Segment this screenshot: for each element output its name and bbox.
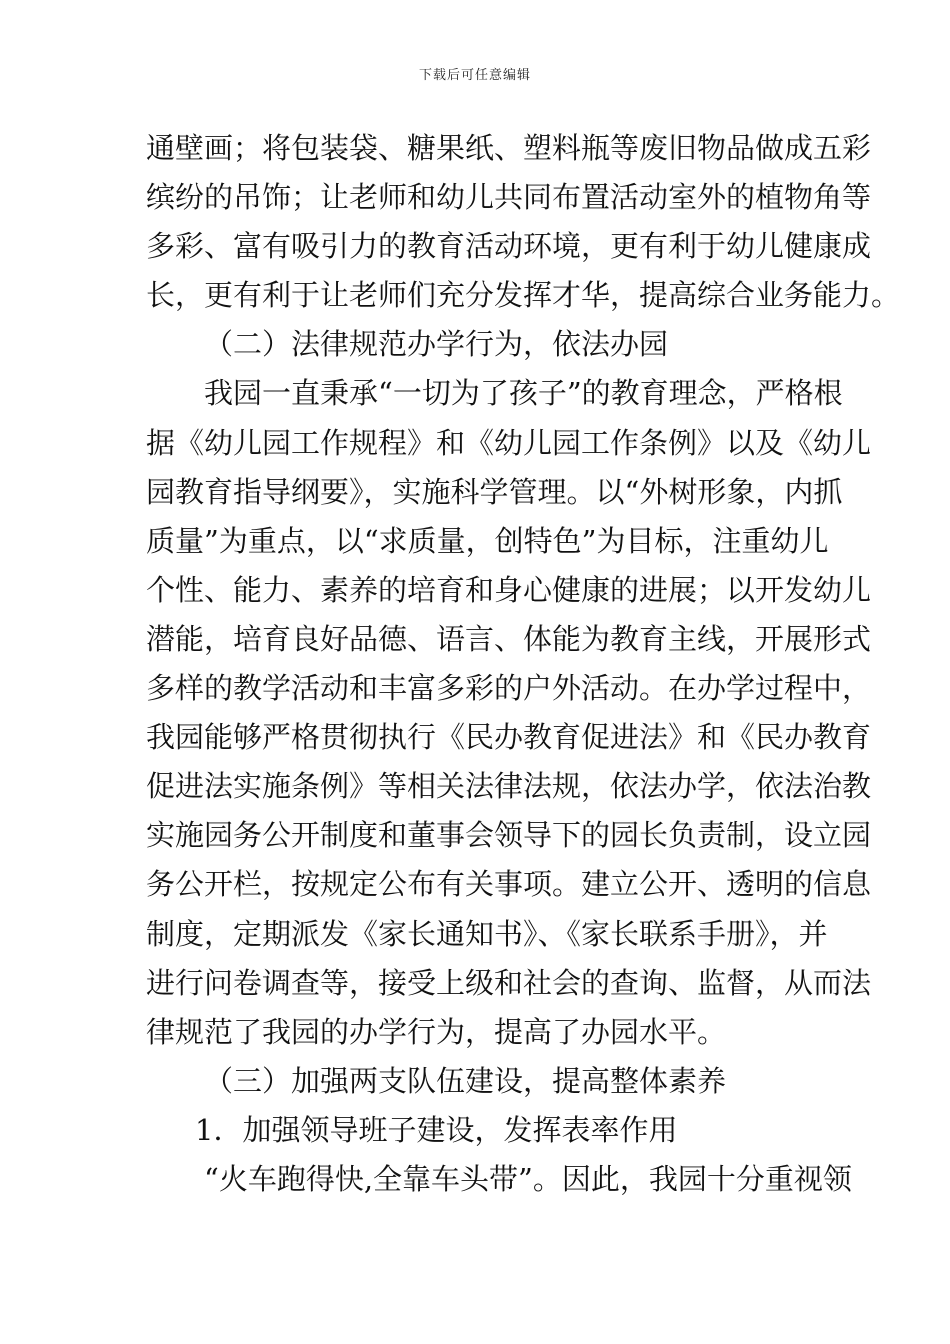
paragraph-start: 我园一直秉承“一切为了孩子”的教育理念，严格根 bbox=[204, 376, 843, 411]
text-line: 促进法实施条例》等相关法律法规，依法办学，依法治教 bbox=[146, 769, 872, 804]
text-line: 长，更有利于让老师们充分发挥才华，提高综合业务能力。 bbox=[146, 278, 901, 313]
text-line: 质量”为重点，以“求质量，创特色”为目标，注重幼儿 bbox=[146, 523, 829, 558]
document-body bbox=[146, 124, 901, 1204]
text-line: 通壁画；将包装袋、糖果纸、塑料瓶等废旧物品做成五彩 bbox=[146, 131, 872, 165]
text-line: 园教育指导纲要》，实施科学管理。以“外树形象，内抓 bbox=[146, 474, 843, 509]
section-heading: （三）加强两支队伍建设，提高整体素养 bbox=[204, 1063, 727, 1098]
text-line: 个性、能力、素养的培育和身心健康的进展；以开发幼儿 bbox=[146, 572, 872, 607]
text-line: 实施园务公开制度和董事会领导下的园长负责制，设立园 bbox=[146, 818, 872, 853]
text-line: 务公开栏，按规定公布有关事项。建立公开、透明的信息 bbox=[146, 867, 872, 902]
page-header: 下载后可任意编辑 bbox=[418, 68, 531, 83]
text-line: 缤纷的吊饰；让老师和幼儿共同布置活动室外的植物角等 bbox=[146, 180, 872, 215]
section-heading: （二）法律规范办学行为，依法办园 bbox=[204, 327, 669, 362]
text-line: 进行问卷调查等，接受上级和社会的查询、监督，从而法 bbox=[146, 965, 872, 1000]
text-line: 多样的教学活动和丰富多彩的户外活动。在办学过程中， bbox=[146, 671, 872, 706]
text-line: 据《幼儿园工作规程》和《幼儿园工作条例》以及《幼儿 bbox=[146, 425, 872, 460]
subsection-heading: 1．加强领导班子建设，发挥表率作用 bbox=[195, 1112, 678, 1147]
text-line: 我园能够严格贯彻执行《民办教育促进法》和《民办教育 bbox=[146, 720, 872, 755]
text-line: 律规范了我园的办学行为，提高了办园水平。 bbox=[146, 1014, 727, 1049]
text-line: 多彩、富有吸引力的教育活动环境，更有利于幼儿健康成 bbox=[146, 229, 872, 264]
text-line: 制度，定期派发《家长通知书》、《家长联系手册》，并 bbox=[146, 916, 828, 951]
paragraph-start: “火车跑得快,全靠车头带”。因此，我园十分重视领 bbox=[204, 1161, 852, 1196]
text-line: 潜能，培育良好品德、语言、体能为教育主线，开展形式 bbox=[146, 621, 872, 656]
